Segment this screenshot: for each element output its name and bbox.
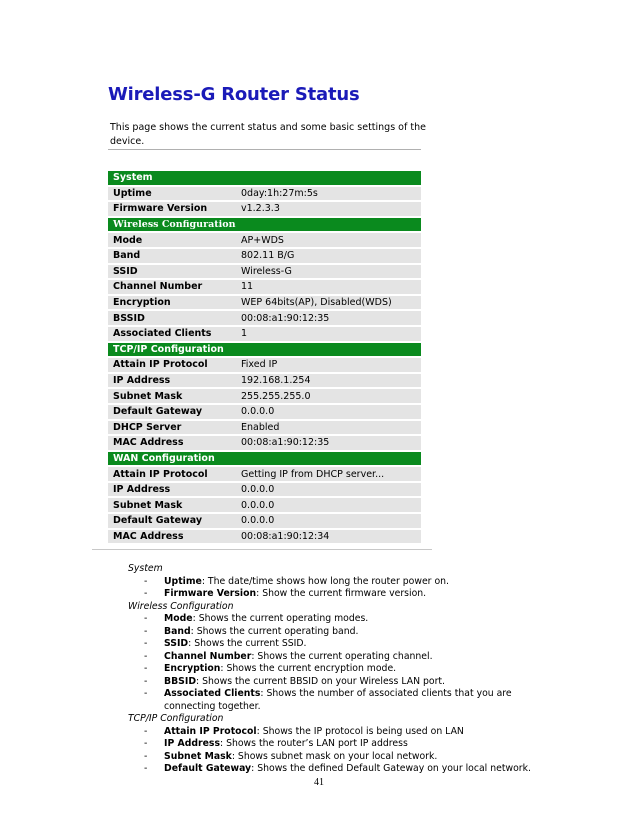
bullet-dash: - <box>144 763 148 774</box>
notes-item <box>128 638 558 651</box>
bullet-dash: - <box>144 725 148 737</box>
status-row <box>108 374 421 388</box>
status-key: Default Gateway <box>108 514 231 528</box>
status-row <box>108 483 421 497</box>
status-value: Wireless-G <box>231 265 421 279</box>
status-value: 0.0.0.0 <box>231 405 421 419</box>
notes-item-text <box>164 613 558 626</box>
bullet-dash: - <box>144 638 148 649</box>
status-key: Attain IP Protocol <box>108 358 231 372</box>
status-row <box>108 327 421 341</box>
notes-term: Uptime <box>164 575 202 587</box>
notes-term: Attain IP Protocol <box>164 725 257 737</box>
status-key: Attain IP Protocol <box>108 467 231 481</box>
notes-item <box>128 751 558 764</box>
notes-item-text <box>164 576 558 589</box>
bullet-dash: - <box>144 738 148 749</box>
notes-item <box>128 663 558 676</box>
status-value: 0day:1h:27m:5s <box>231 187 421 201</box>
notes-term: Subnet Mask <box>164 750 232 762</box>
notes-item-text <box>164 651 558 664</box>
notes-section-heading: TCP/IP Configuration <box>128 713 224 724</box>
notes-definition: : The date/time shows how long the router power on. <box>201 575 449 587</box>
notes-item <box>128 676 558 689</box>
notes-term: SSID <box>164 638 189 649</box>
section-header <box>108 452 421 466</box>
status-row <box>108 265 421 279</box>
status-row <box>108 202 421 216</box>
notes-definition: : Show the current firmware version. <box>256 588 427 599</box>
notes-item <box>128 613 558 626</box>
status-value: 00:08:a1:90:12:35 <box>231 311 421 325</box>
notes-item <box>128 738 558 751</box>
notes-term: Default Gateway <box>164 763 252 774</box>
status-key: SSID <box>108 265 231 279</box>
router-status-table <box>108 169 421 545</box>
section-title: Wireless Configuration <box>108 218 421 232</box>
page-description: This page shows the current status and some basic settings of the device. <box>110 122 426 147</box>
notes-item-text <box>164 626 558 639</box>
status-value: 192.168.1.254 <box>231 374 421 388</box>
status-value: 802.11 B/G <box>231 249 421 263</box>
notes-definition: : Shows the current BBSID on your Wireless LAN port. <box>196 675 445 687</box>
notes-definition: : Shows subnet mask on your local network. <box>231 750 438 762</box>
notes-item-text <box>164 738 558 751</box>
notes-definition: : Shows the current operating band. <box>190 625 359 637</box>
status-key: Mode <box>108 233 231 247</box>
status-value: 1 <box>231 327 421 341</box>
status-key: Subnet Mask <box>108 389 231 403</box>
notes-item-text <box>164 588 558 601</box>
section-header <box>108 343 421 357</box>
notes-item <box>128 576 558 589</box>
status-row <box>108 249 421 263</box>
status-value: WEP 64bits(AP), Disabled(WDS) <box>231 296 421 310</box>
notes-item-text <box>164 688 558 713</box>
status-key: Default Gateway <box>108 405 231 419</box>
notes-term: Associated Clients <box>164 688 261 699</box>
notes-item <box>128 763 558 776</box>
bullet-dash: - <box>144 575 148 587</box>
notes-definition: : Shows the current encryption mode. <box>220 663 397 674</box>
status-row <box>108 358 421 372</box>
status-value: v1.2.3.3 <box>231 202 421 216</box>
bullet-dash: - <box>144 675 148 687</box>
page-number: 41 <box>314 777 324 788</box>
bullet-dash: - <box>144 588 148 599</box>
notes-term: Channel Number <box>164 650 252 662</box>
status-value: Enabled <box>231 421 421 435</box>
status-key: DHCP Server <box>108 421 231 435</box>
status-key: MAC Address <box>108 436 231 450</box>
section-title: TCP/IP Configuration <box>108 343 421 357</box>
notes-section-heading: System <box>128 563 163 574</box>
status-row <box>108 280 421 294</box>
notes-item-text <box>164 751 558 764</box>
status-row <box>108 296 421 310</box>
status-row <box>108 421 421 435</box>
status-row <box>108 436 421 450</box>
notes-item-text <box>164 726 558 739</box>
status-row <box>108 514 421 528</box>
notes-item <box>128 626 558 639</box>
status-value: Fixed IP <box>231 358 421 372</box>
status-value: 00:08:a1:90:12:35 <box>231 436 421 450</box>
bullet-dash: - <box>144 750 148 762</box>
status-key: MAC Address <box>108 530 231 544</box>
status-key: IP Address <box>108 483 231 497</box>
notes-item <box>128 726 558 739</box>
bullet-dash: - <box>144 663 148 674</box>
notes-definition: : Shows the number of associated clients that you are connecting together. <box>164 688 512 712</box>
status-value: 0.0.0.0 <box>231 514 421 528</box>
status-value: 11 <box>231 280 421 294</box>
status-row <box>108 311 421 325</box>
bullet-dash: - <box>144 688 148 699</box>
divider <box>108 149 421 150</box>
notes-definition: : Shows the current operating modes. <box>192 613 369 624</box>
status-key: Band <box>108 249 231 263</box>
divider-bottom <box>92 549 432 550</box>
status-key: Associated Clients <box>108 327 231 341</box>
notes-definition: : Shows the current operating channel. <box>251 650 433 662</box>
status-row <box>108 498 421 512</box>
notes-item-text <box>164 676 558 689</box>
section-title: WAN Configuration <box>108 452 421 466</box>
status-value: 255.255.255.0 <box>231 389 421 403</box>
status-key: Uptime <box>108 187 231 201</box>
notes-term: Firmware Version <box>164 588 257 599</box>
notes-definition: : Shows the current SSID. <box>188 638 307 649</box>
status-row <box>108 530 421 544</box>
status-key: IP Address <box>108 374 231 388</box>
bullet-dash: - <box>144 650 148 662</box>
notes-item-text <box>164 763 558 776</box>
notes-item <box>128 651 558 664</box>
status-row <box>108 467 421 481</box>
bullet-dash: - <box>144 613 148 624</box>
status-value: 00:08:a1:90:12:34 <box>231 530 421 544</box>
status-value: Getting IP from DHCP server... <box>231 467 421 481</box>
notes-definition: : Shows the IP protocol is being used on LAN <box>256 725 464 737</box>
bullet-dash: - <box>144 625 148 637</box>
status-value: AP+WDS <box>231 233 421 247</box>
field-descriptions <box>128 563 558 776</box>
notes-item <box>128 588 558 601</box>
status-row <box>108 389 421 403</box>
status-row <box>108 187 421 201</box>
status-key: Firmware Version <box>108 202 231 216</box>
notes-item-text <box>164 638 558 651</box>
status-key: Subnet Mask <box>108 498 231 512</box>
status-row <box>108 233 421 247</box>
status-key: Encryption <box>108 296 231 310</box>
section-header <box>108 171 421 185</box>
notes-term: IP Address <box>164 738 220 749</box>
status-key: BSSID <box>108 311 231 325</box>
notes-item-text <box>164 663 558 676</box>
status-value: 0.0.0.0 <box>231 498 421 512</box>
notes-term: Mode <box>164 613 193 624</box>
page-title: Wireless-G Router Status <box>108 84 360 105</box>
status-value: 0.0.0.0 <box>231 483 421 497</box>
status-row <box>108 405 421 419</box>
notes-section-heading: Wireless Configuration <box>128 600 234 612</box>
section-header <box>108 218 421 232</box>
status-key: Channel Number <box>108 280 231 294</box>
section-title: System <box>108 171 421 185</box>
notes-definition: : Shows the defined Default Gateway on your local network. <box>251 763 531 774</box>
notes-term: Encryption <box>164 663 221 674</box>
notes-item <box>128 688 558 713</box>
notes-term: Band <box>164 625 191 637</box>
notes-definition: : Shows the router’s LAN port IP address <box>219 738 408 749</box>
notes-term: BBSID <box>164 675 197 687</box>
